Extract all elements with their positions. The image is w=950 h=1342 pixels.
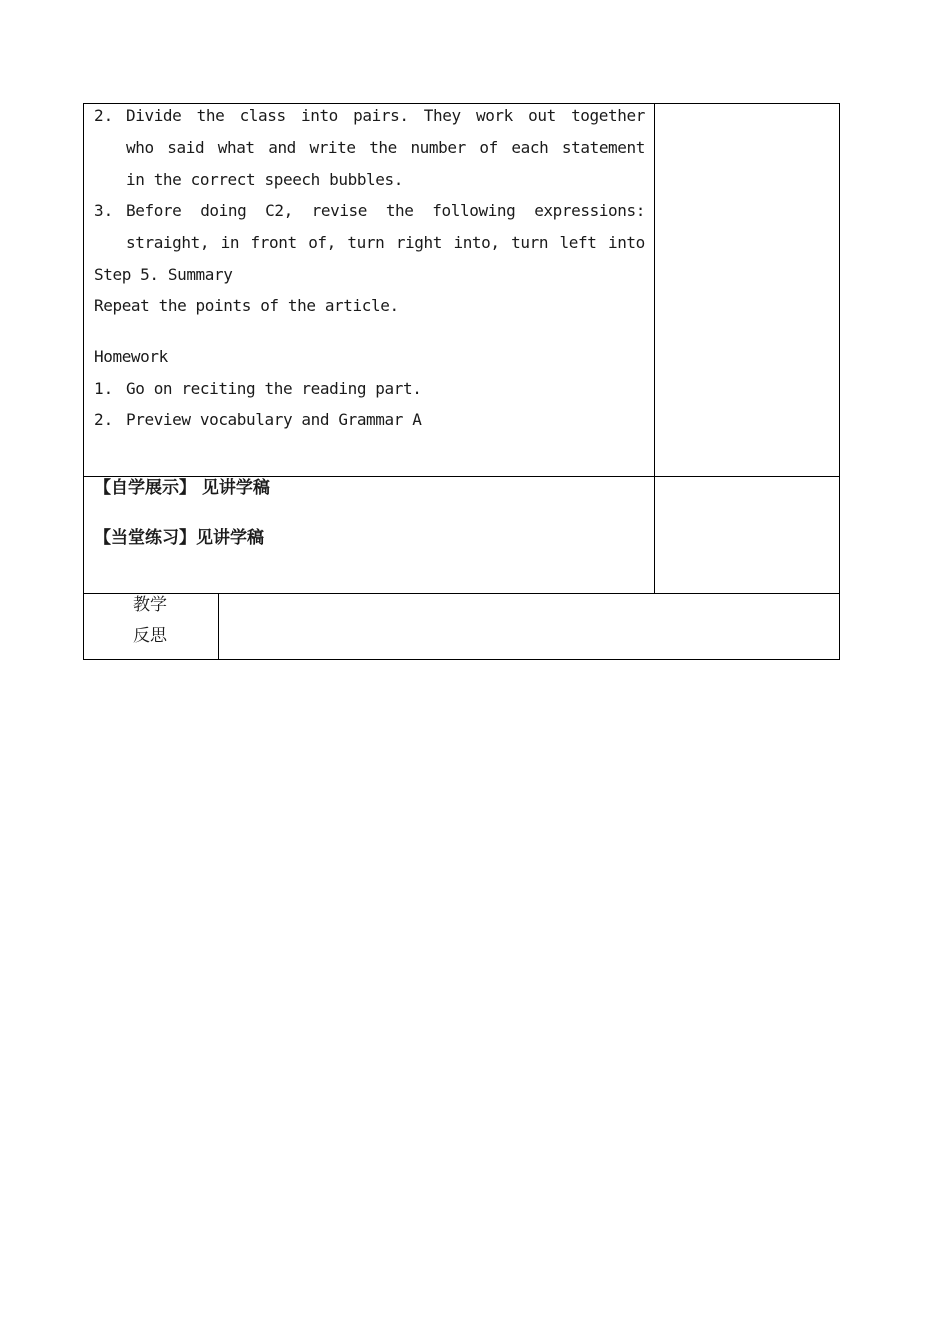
word: work [475,106,513,125]
word: the [196,106,225,125]
word: class [239,106,286,125]
word: Before [126,201,182,220]
word: each [511,138,549,157]
reflection-content-cell [219,594,839,659]
word: right [395,233,442,252]
practice-notes-cell [655,477,839,593]
word: pairs. [353,106,409,125]
word: what [217,138,255,157]
hw-1-number: 1. [94,379,114,398]
word: said [167,138,205,157]
step-5-heading: Step 5. Summary [94,265,233,284]
item-2-line-1 [126,106,645,126]
repeat-line: Repeat the points of the article. [94,296,399,315]
table-row-practice [84,477,839,594]
word: number [410,138,466,157]
item-2-line-3: in the correct speech bubbles. [126,170,403,189]
word: of [479,138,498,157]
table-row-reflection [84,594,839,659]
word: revise [311,201,368,220]
class-practice-label: 【当堂练习】见讲学稿 [94,528,264,548]
steps-notes-cell [655,104,839,476]
word: expressions: [534,201,645,220]
word: the [385,201,414,220]
table-row-steps [84,104,839,477]
hw-2-number: 2. [94,410,114,429]
reflection-label-line-2: 反思 [133,626,167,646]
practice-cell [84,477,655,593]
word: out [528,106,556,125]
word: write [309,138,356,157]
word: front [250,233,297,252]
word: statement [561,138,645,157]
word: left [559,233,597,252]
word: doing [200,201,247,220]
item-2-line-2 [126,138,645,158]
hw-2-text: Preview vocabulary and Grammar A [126,410,422,429]
word: They [423,106,461,125]
homework-heading: Homework [94,347,168,366]
item-3-line-2 [126,233,645,253]
item-3-line-1 [126,201,645,221]
word: turn [511,233,549,252]
word: the [369,138,397,157]
word: who [126,138,154,157]
lesson-plan-table [83,103,840,660]
word: following [432,201,516,220]
item-3-number: 3. [94,201,114,220]
word: of, [308,233,336,252]
word: and [268,138,296,157]
word: C2, [265,201,293,220]
word: together [571,106,645,125]
reflection-label-line-1: 教学 [133,595,167,615]
word: into [607,233,645,252]
hw-1-text: Go on reciting the reading part. [126,379,422,398]
reflection-label-cell [84,594,219,659]
self-study-label: 【自学展示】 见讲学稿 [94,478,270,498]
steps-cell [84,104,655,476]
word: straight, [126,233,210,252]
word: into, [453,233,500,252]
word: Divide [126,106,182,125]
word: into [300,106,338,125]
word: in [220,233,240,252]
item-2-number: 2. [94,106,114,125]
word: turn [347,233,385,252]
